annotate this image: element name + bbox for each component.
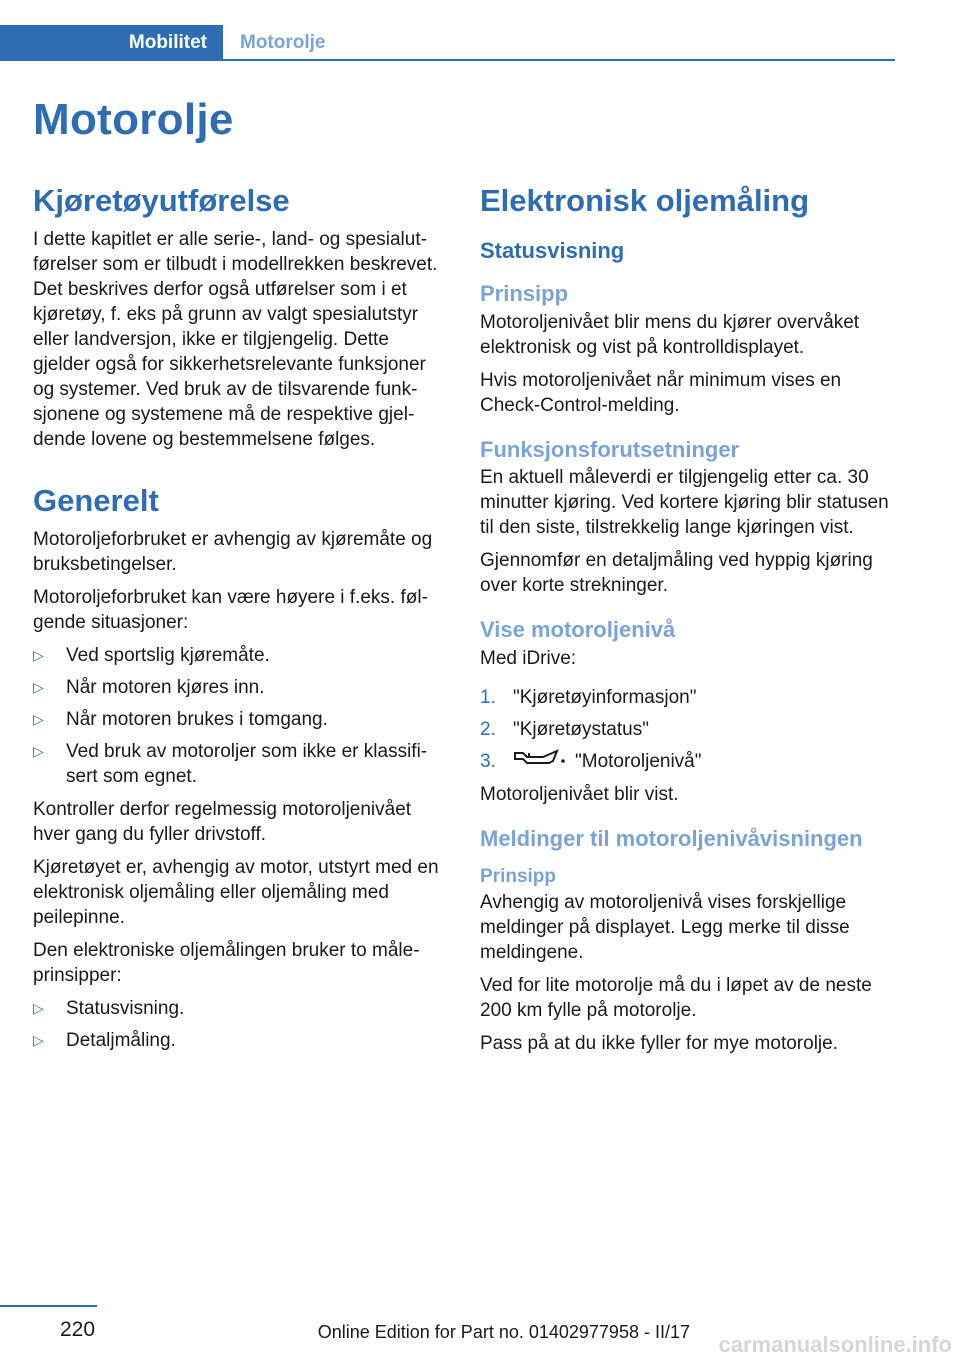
- tab-mobilitet[interactable]: [0, 25, 223, 61]
- list-item: ▷ Når motoren brukes i tomgang.: [33, 708, 328, 730]
- paragraph: I dette kapitlet er alle serie-, land- og spesialutførelser som er tilbudt i modellrekken beskrevet. Det beskrives derfor også utførelser som i et kjøretøy, f. eks på grunn av valgt spesialutstyr eller landversjon, ikke er tilgjengelig. Dette gjelder også for sikkerhetsrelevante funksjoner og systemer. Ved bruk av de tilsvarende funksjonene og systemene må de respektive gjeldende lovene og bestemmelsene følges.: [33, 228, 438, 450]
- section-title-kjoretoyutforelse: Kjøretøyutførelse: [33, 183, 290, 218]
- list-item: ▷ Statusvisning.: [33, 997, 185, 1019]
- paragraph: Ved for lite motorolje må du i løpet av de neste 200 km fylle på motorolje.: [480, 975, 872, 1022]
- page-number: 220: [60, 1318, 96, 1341]
- section-title-generelt: Generelt: [33, 482, 159, 518]
- footer-divider: [0, 1305, 97, 1307]
- edition-note: Online Edition for Part no. 01402977958 - II/17: [317, 1322, 690, 1342]
- bullet-list: [33, 996, 448, 1053]
- paragraph: En aktuell måleverdi er tilgjengelig etter ca. 30 minutter kjøring. Ved kortere kjøring blir statusen til den siste, tilstrekkelig lange kjøringen vist.: [480, 467, 889, 539]
- tab-motorolje-label: Motorolje: [240, 32, 326, 53]
- triangle-right-icon: ▷: [33, 1031, 44, 1048]
- heading-prinsipp-2: Prinsipp: [480, 865, 557, 887]
- list-item: 3. "Motoroljenivå": [480, 749, 895, 774]
- list-item: ▷ Ved bruk av motoroljer som ikke er klassifisert som egnet.: [33, 740, 428, 787]
- heading-meldinger: Meldinger til motoroljenivåvisningen: [480, 826, 863, 852]
- triangle-right-icon: ▷: [33, 646, 44, 663]
- bullet-list: [33, 643, 448, 789]
- subsection-title-statusvisning: Statusvisning: [480, 237, 625, 263]
- paragraph: Den elektroniske oljemålingen bruker to måleprinsipper:: [33, 939, 420, 986]
- list-item: ▷ Når motoren kjøres inn.: [33, 676, 265, 698]
- list-item: 1. "Kjøretøyinformasjon": [480, 686, 697, 708]
- paragraph: Gjennomfør en detaljmåling ved hyppig kjøring over korte strekninger.: [480, 550, 873, 597]
- triangle-right-icon: ▷: [33, 999, 44, 1016]
- page-title: Motorolje: [33, 95, 234, 144]
- paragraph: Pass på at du ikke fyller for mye motorolje.: [480, 1033, 838, 1055]
- paragraph: Motoroljeforbruket er avhengig av kjøremåte og bruksbetingelser.: [33, 528, 433, 575]
- list-item: ▷ Ved sportslig kjøremåte.: [33, 644, 270, 666]
- heading-funksjonsforutsetninger: Funksjonsforutsetninger: [480, 436, 740, 462]
- paragraph: Hvis motoroljenivået når minimum vises en Check-Control-melding.: [480, 369, 842, 416]
- paragraph: Kontroller derfor regelmessig motoroljenivået hver gang du fyller drivstoff.: [33, 798, 412, 845]
- list-item: ▷ Detaljmåling.: [33, 1029, 176, 1051]
- paragraph: Motoroljenivået blir vist.: [480, 784, 679, 806]
- heading-prinsipp: Prinsipp: [480, 281, 569, 307]
- triangle-right-icon: ▷: [33, 678, 44, 695]
- paragraph: Motoroljeforbruket kan være høyere i f.eks. følgende situasjoner:: [33, 586, 428, 633]
- paragraph: Motoroljenivået blir mens du kjører overvåket elektronisk og vist på kontrolldisplayet.: [480, 311, 860, 358]
- list-item: 2. "Kjøretøystatus": [480, 718, 649, 740]
- section-title-elektronisk-oljemaling: Elektronisk oljemåling: [480, 183, 810, 218]
- paragraph: Med iDrive:: [480, 647, 577, 669]
- paragraph: Avhengig av motoroljenivå vises forskjellige meldinger på displayet. Legg merke til disse meldingene.: [480, 892, 850, 964]
- heading-vise-motoroljeniva: Vise motoroljenivå: [480, 617, 676, 643]
- header-divider: [0, 59, 895, 61]
- tab-mobilitet-label: Mobilitet: [128, 32, 207, 53]
- paragraph: Kjøretøyet er, avhengig av motor, utstyrt med en elektronisk oljemåling eller oljemåling med peilepinne.: [33, 856, 439, 928]
- watermark: carmanualsonline.info: [718, 1332, 952, 1357]
- triangle-right-icon: ▷: [33, 742, 44, 759]
- steps-list: [480, 685, 895, 774]
- triangle-right-icon: ▷: [33, 710, 44, 727]
- oil-can-icon: [513, 749, 567, 774]
- left-column: [33, 182, 448, 1061]
- tab-motorolje[interactable]: [240, 25, 326, 61]
- right-column: [480, 182, 895, 1064]
